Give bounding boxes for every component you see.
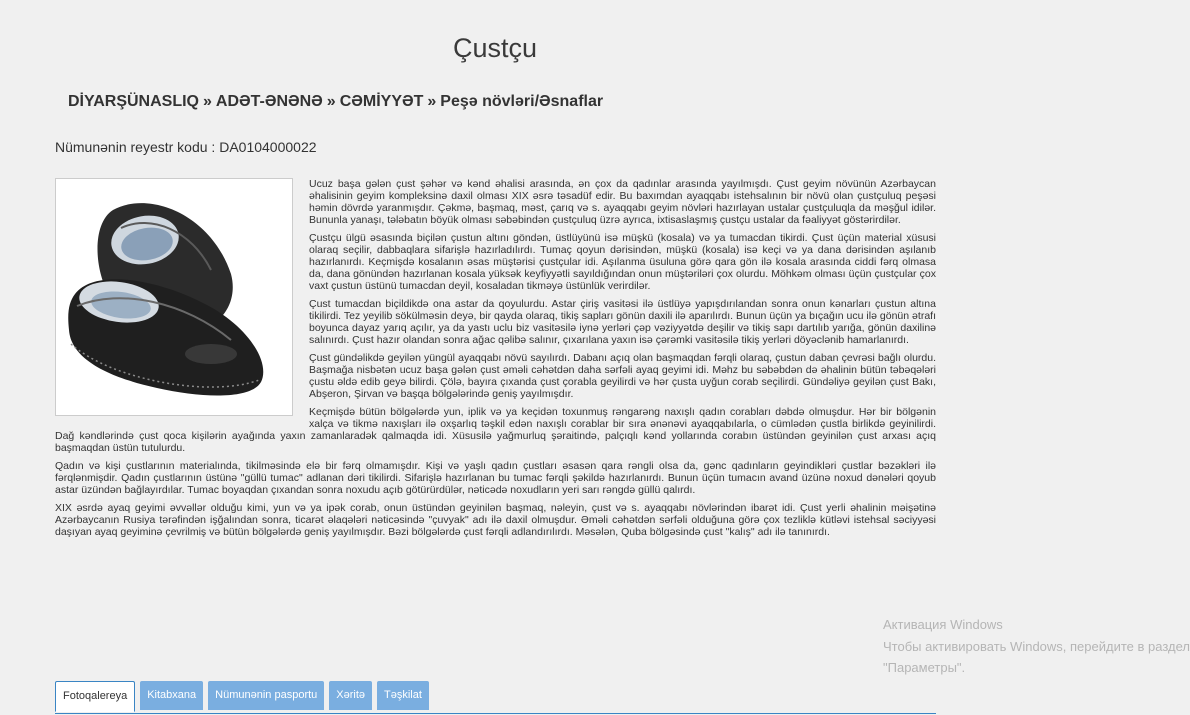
registry-value: DA0104000022 xyxy=(219,139,317,155)
article-paragraph-2: Çustçu ülgü əsasında biçilən çustun altını göndən, üstlüyünü isə müşkü (kosala) və ya tumacdan tikirdi. Çust üçün material xüsusi olaraq seçilir, dabbaqlara sifarişlə hazırladılırdı. Tumaç qoyun dərisindən, müşkü (kosala) isə keçi və ya dana dərisindən aşılanıb hazırlanırdı. Keçmişdə kosalanın əsas müştərisi çustçular idi. Aşılanma üsuluna görə qara gön ilə kosala arasında ciddi fərq olmasa da, dana gönündən hazırlanan kosala yüksək keyfiyyətli sayıldığından onun müştəriləri çox olurdu. Möhkəm olması üçün çustçular çox vaxt çustun üstünü tumacdan deyil, kosaladan tikməyə üstünlük verirdilər. xyxy=(309,232,936,292)
windows-activation-link: "Параметры". xyxy=(883,660,966,675)
registry-code xyxy=(55,139,317,155)
breadcrumb-separator: » xyxy=(427,93,437,110)
article-paragraph-7: XIX əsrdə ayaq geyimi əvvəllər olduğu kimi, yun və ya ipək corab, onun üstündən geyinilən başmaq, nəleyin, çust və s. ayaqqabı növlərindən ibarət idi. Çust yerli əhalinin məişətinə Azərbaycanın Rusiya tərəfindən işğalından sonra, ticarət əlaqələri nəticəsində "çuvyak" adı ilə daxil olmuşdur. Əməli cəhətdən sərfəli olduğuna görə çox tezliklə kütləvi istehsal səciyyəsi daşıyan ayaq geyiminə çevrilmiş və bütün bölgələrdə geniş yayılmışdır. Bəzi bölgələrdə çust fərqli adlandırılırdı. Məsələn, Quba bölgəsində çust "kalış" adı ilə tanınırdı. xyxy=(55,502,936,538)
windows-activation-text: Чтобы активировать Windows, перейдите в раздел xyxy=(883,639,1190,654)
article-paragraph-5: Keçmişdə bütün bölgələrdə yun, iplik və ya keçidən toxunmuş rəngarəng naxışlı qadın corabları dəbdə olmuşdur. Hər bir bölgənin xalça və tikmə naxışları ilə oxşarlıq təşkil edən naxışlı corablar bir sıra ənənəvi ayaqqabılarla, o cümlədən çustla birlikdə geyinilirdi. Dağ kəndlərində çust qoca kişilərin ayağında yaxın zamanlaradək qalmaqda idi. Xüsusilə yağmurluq şəraitində, palçıqlı kənd yollarında corabın üstündən geyinilən çust arxası açıq başmaqdan üstün tutulurdu. xyxy=(55,406,936,454)
leather-shoes-image xyxy=(61,184,287,410)
tab-bar xyxy=(55,681,936,714)
tab-fotoqalereya[interactable]: Fotoqalereya xyxy=(55,681,135,712)
tab-numunenin-pasportu[interactable]: Nümunənin pasportu xyxy=(208,681,324,710)
breadcrumb-item-pese-novleri[interactable]: Peşə növləri/Əsnaflar xyxy=(440,93,604,110)
registry-label: Nümunənin reyestr kodu : xyxy=(55,139,216,155)
tab-kitabxana[interactable]: Kitabxana xyxy=(140,681,203,710)
photo-thumbnail[interactable] xyxy=(55,178,293,416)
article-body xyxy=(55,176,936,544)
article-paragraph-6: Qadın və kişi çustlarının materialında, tikilməsində elə bir fərq olmamışdır. Kişi və yaşlı qadın çustları əsasən qara rəngli olsa da, gənc qadınların geyindikləri çustlar bəzəkləri ilə fərqlənmişdir. Qadın çustlarının üstünə "güllü tumac" adlanan dəri tikilirdi. Sifarişlə hazırlanan bu tumac fərqli şəkildə hazırlanırdı. Bunun üçün tumacın avand üzünə noxud dənələri qoyub astar üzündən bağlayırdılar. Tumac boyaqdan çıxandan sonra noxudu açıb götürürdülər, nəticədə noxudların yeri sarı rəngdə güllü qalırdı. xyxy=(55,460,936,496)
breadcrumb-item-adet-enene[interactable]: ADƏT-ƏNƏNƏ xyxy=(215,93,323,110)
tab-xerite[interactable]: Xəritə xyxy=(329,681,372,710)
windows-activation-title: Активация Windows xyxy=(883,617,1003,632)
tab-teskilat[interactable]: Təşkilat xyxy=(377,681,429,710)
page-title: Çustçu xyxy=(452,33,538,63)
breadcrumb-separator: » xyxy=(202,93,212,110)
breadcrumb xyxy=(68,93,603,111)
breadcrumb-item-diyarsunasliq[interactable]: DİYARŞÜNASLIQ xyxy=(68,93,199,110)
breadcrumb-item-cemiyyet[interactable]: CƏMİYYƏT xyxy=(339,93,424,110)
article-paragraph-3: Çust tumacdan biçildikdə ona astar da qoyulurdu. Astar çiriş vasitəsi ilə üstlüyə yapışdırılandan sonra onun kənarları çustun altına tikilirdi. Tez yeyilib sökülməsin deyə, bir qayda olaraq, tikiş sapları gönün daxili ilə aparılırdı. Bunun üçün ya bıçağın ucu ilə gönün ətrafı boyunca dayaz yarıq açılır, ya da yastı uclu biz vasitəsilə iynə yerləri çəp vəziyyətdə deşilir və tikiş sapı dartılıb yarığa, gönün daxilinə salınırdı. Çust hazır olandan sonra ağac qəlibə salınır, çıxarılana yaxın isə çərəmki vasitəsilə tikiş yerləri döyəclənib hamarlanırdı. xyxy=(309,298,936,346)
article-paragraph-1: Ucuz başa gələn çust şəhər və kənd əhalisi arasında, ən çox da qadınlar arasında yayılmışdı. Çust geyim növünün Azərbaycan əhalisinin geyim kompleksinə daxil olması XIX əsrə təsadüf edir. Bu baxımdan ayaqqabı istehsalının bir növü olan çustçuluq peşəsi həmin dövrdə yaranmışdır. Çəkmə, başmaq, məst, çarıq və s. ayaqqabı geyim növləri hazırlayan ustalar çustçuluqla da məşğul idilər. Bununla yanaşı, tələbatın böyük olması səbəbindən çustçuluq üzrə ayrıca, ixtisaslaşmış çustçu ustalar da fəaliyyət göstərirdilər. xyxy=(309,178,936,226)
breadcrumb-separator: » xyxy=(326,93,336,110)
article-paragraph-4: Çust gündəlikdə geyilən yüngül ayaqqabı növü sayılırdı. Dabanı açıq olan başmaqdan fərqli olaraq, çustun daban çevrəsi bağlı olurdu. Başmağa nisbətən ucuz başa gələn çust əməli cəhətdən daha sərfəli ayaq geyimi idi. Məhz bu səbəbdən də əhalinin bütün təbəqələri çustu əldə edib geyə bilirdi. Çölə, bayıra çıxanda çust çorabla geyilirdi və hər çusta uyğun corab seçilirdi. Gündəliyə geyilən çust Bakı, Abşeron, Şirvan və başqa bölgələrində geniş yayılmışdır. xyxy=(309,352,936,400)
